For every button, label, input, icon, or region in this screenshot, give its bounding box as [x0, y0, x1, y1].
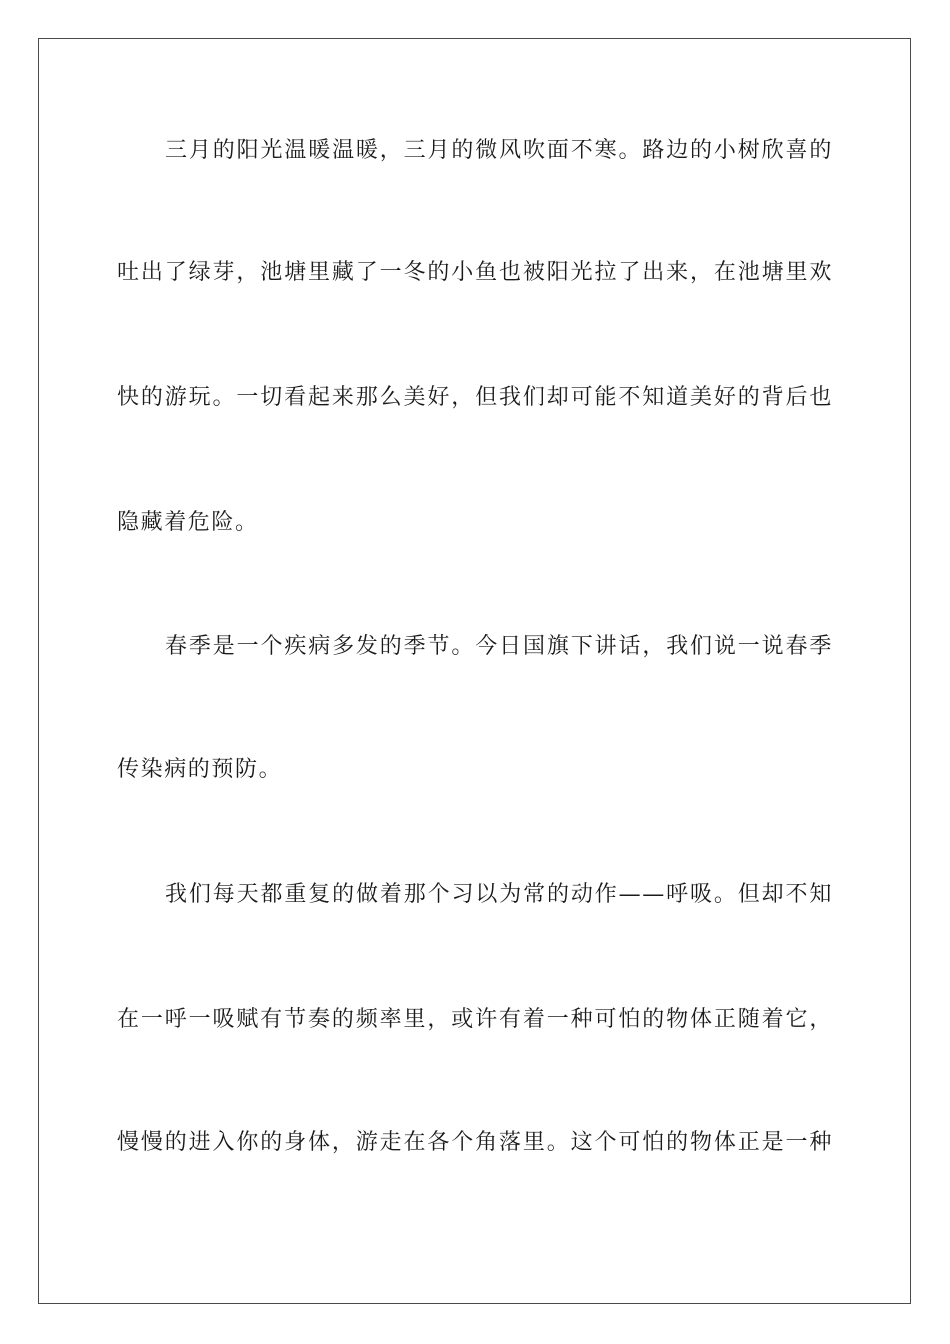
text-line: 传染病的预防。 — [117, 757, 283, 782]
text-line: 我们每天都重复的做着那个习以为常的动作——呼吸。但却不知 — [165, 882, 833, 907]
text-line: 吐出了绿芽，池塘里藏了一冬的小鱼也被阳光拉了出来，在池塘里欢 — [117, 260, 833, 285]
text-line: 慢慢的进入你的身体，游走在各个角落里。这个可怕的物体正是一种 — [117, 1130, 833, 1155]
text-line: 隐藏着危险。 — [117, 510, 259, 535]
text-line: 三月的阳光温暖温暖，三月的微风吹面不寒。路边的小树欣喜的 — [165, 138, 833, 163]
text-line: 快的游玩。一切看起来那么美好，但我们却可能不知道美好的背后也 — [117, 385, 833, 410]
text-line: 在一呼一吸赋有节奏的频率里，或许有着一种可怕的物体正随着它， — [117, 1007, 833, 1032]
text-line: 春季是一个疾病多发的季节。今日国旗下讲话，我们说一说春季 — [165, 634, 833, 659]
page-border — [38, 38, 911, 1304]
